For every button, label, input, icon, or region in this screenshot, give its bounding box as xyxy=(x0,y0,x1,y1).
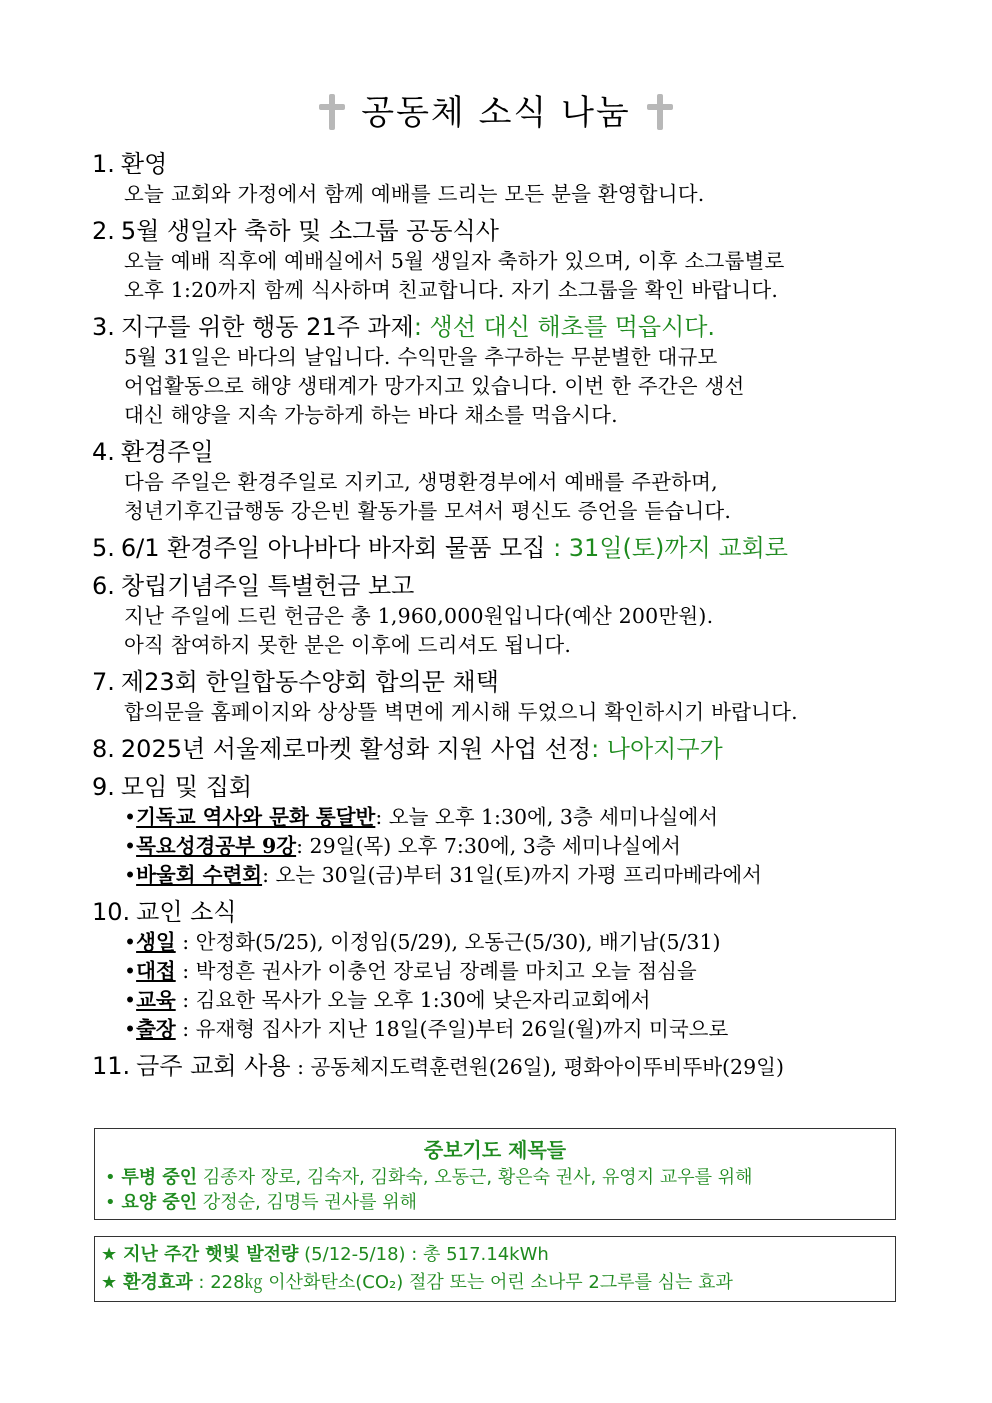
item-number: 6. xyxy=(92,572,115,600)
item-heading xyxy=(92,311,912,343)
body-line: 어업활동으로 해양 생태계가 망가지고 있습니다. 이번 한 주간은 생선 xyxy=(124,374,745,398)
item-number: 5. xyxy=(92,534,115,562)
news-item xyxy=(92,148,912,209)
news-item xyxy=(92,733,912,765)
item-number: 11. xyxy=(92,1052,131,1080)
item-heading xyxy=(92,733,912,765)
star-icon: ★ xyxy=(101,1244,118,1265)
bullet-item: •출장 : 유재형 집사가 지난 18일(주일)부터 26일(월)까지 미국으로 xyxy=(124,1017,729,1041)
body-line: 다음 주일은 환경주일로 지키고, 생명환경부에서 예배를 주관하며, xyxy=(124,470,718,494)
item-title: 2025년 서울제로마켓 활성화 지원 사업 선정 xyxy=(120,735,592,763)
bullet-item: •생일 : 안정화(5/25), 이정임(5/29), 오동근(5/30), 배기남(5/31) xyxy=(124,930,721,954)
church-use-text: : 공동체지도력훈련원(26일), 평화아이뚜비뚜바(29일) xyxy=(290,1055,784,1079)
body-line: 합의문을 홈페이지와 상상뜰 벽면에 게시해 두었으니 확인하시기 바랍니다. xyxy=(124,700,798,724)
body-line: 5월 31일은 바다의 날입니다. 수익만을 추구하는 무분별한 대규모 xyxy=(124,345,718,369)
item-number: 8. xyxy=(92,735,115,763)
body-line: 대신 해양을 지속 가능하게 하는 바다 채소를 먹읍시다. xyxy=(124,403,618,427)
item-heading xyxy=(92,148,912,180)
news-item xyxy=(92,666,912,727)
item-title: 지구를 위한 행동 21주 과제 xyxy=(120,313,414,341)
bullet-text: : 유재형 집사가 지난 18일(주일)부터 26일(월)까지 미국으로 xyxy=(175,1017,729,1041)
news-item xyxy=(92,532,912,564)
item-heading xyxy=(92,436,912,468)
bullet-text: : 오는 30일(금)부터 31일(토)까지 가평 프리마베라에서 xyxy=(262,863,762,887)
body-line: 아직 참여하지 못한 분은 이후에 드리셔도 됩니다. xyxy=(124,633,572,657)
bullet-item: •기독교 역사와 문화 통달반: 오늘 오후 1:30에, 3층 세미나실에서 xyxy=(124,805,719,829)
item-body xyxy=(92,602,912,660)
item-body xyxy=(92,247,912,305)
star-icon: ★ xyxy=(101,1272,118,1293)
item-number: 10. xyxy=(92,898,131,926)
item-heading xyxy=(92,532,912,564)
item-title: 모임 및 집회 xyxy=(120,773,253,801)
item-title: 제23회 한일합동수양회 합의문 채택 xyxy=(120,668,499,696)
prayer-title: 중보기도 제목들 xyxy=(423,1138,567,1162)
item-number: 4. xyxy=(92,438,115,466)
solar-box xyxy=(94,1236,896,1302)
item-title: 금주 교회 사용 xyxy=(136,1052,291,1080)
item-title: 창립기념주일 특별헌금 보고 xyxy=(120,572,415,600)
item-number: 2. xyxy=(92,217,115,245)
item-heading xyxy=(92,896,912,928)
news-item xyxy=(92,436,912,526)
bullet-label: 생일 xyxy=(136,930,176,954)
solar-generation: ★ 지난 주간 햇빛 발전량 (5/12-5/18) : 총 517.14kWh xyxy=(101,1244,549,1265)
body-line: 오늘 교회와 가정에서 함께 예배를 드리는 모든 분을 환영합니다. xyxy=(124,182,705,206)
item-heading xyxy=(92,771,912,803)
bullet-label: 교육 xyxy=(136,988,176,1012)
bullet-label: 목요성경공부 9강 xyxy=(136,834,297,858)
bullet-label: 기독교 역사와 문화 통달반 xyxy=(136,805,376,829)
bullet-item: •목요성경공부 9강: 29일(목) 오후 7:30에, 3층 세미나실에서 xyxy=(124,834,681,858)
news-list xyxy=(92,148,912,1089)
solar-effect: ★ 환경효과 : 228㎏ 이산화탄소(CO₂) 절감 또는 어린 소나무 2그루를 심는 효과 xyxy=(101,1272,733,1293)
item-heading xyxy=(92,215,912,247)
bullet-item: •교육 : 김요한 목사가 오늘 오후 1:30에 낮은자리교회에서 xyxy=(124,988,651,1012)
item-highlight: : 나아지구가 xyxy=(591,735,723,763)
bullet-text: : 안정화(5/25), 이정임(5/29), 오동근(5/30), 배기남(5/31) xyxy=(175,930,721,954)
item-title: 5월 생일자 축하 및 소그룹 공동식사 xyxy=(120,217,499,245)
bullet-label: 출장 xyxy=(136,1017,176,1041)
news-item xyxy=(92,215,912,305)
prayer-item: • 요양 중인 강정순, 김명득 권사를 위해 xyxy=(105,1192,418,1213)
item-number: 1. xyxy=(92,150,115,178)
item-number: 9. xyxy=(92,773,115,801)
item-title: 환영 xyxy=(120,150,168,178)
item-heading xyxy=(92,666,912,698)
members-section xyxy=(92,896,912,1044)
body-line: 오늘 예배 직후에 예배실에서 5월 생일자 축하가 있으며, 이후 소그룹별로 xyxy=(124,249,785,273)
item-number: 7. xyxy=(92,668,115,696)
bullet-text: : 29일(목) 오후 7:30에, 3층 세미나실에서 xyxy=(296,834,681,858)
item-body xyxy=(92,180,912,209)
prayer-item: • 투병 중인 김종자 장로, 김숙자, 김화숙, 오동근, 황은숙 권사, 유영지 교우를 위해 xyxy=(105,1167,753,1188)
body-line: 청년기후긴급행동 강은빈 활동가를 모셔서 평신도 증언을 듣습니다. xyxy=(124,499,732,523)
item-title: 6/1 환경주일 아나바다 바자회 물품 모집 xyxy=(120,534,546,562)
gatherings-section xyxy=(92,771,912,890)
bullet-label: 대접 xyxy=(136,959,176,983)
cross-icon xyxy=(319,94,345,130)
item-heading xyxy=(92,1050,912,1083)
cross-icon xyxy=(647,94,673,130)
item-number: 3. xyxy=(92,313,115,341)
item-title: 교인 소식 xyxy=(136,898,237,926)
body-line: 지난 주일에 드린 헌금은 총 1,960,000원입니다(예산 200만원). xyxy=(124,604,714,628)
bullet-text: : 오늘 오후 1:30에, 3층 세미나실에서 xyxy=(375,805,719,829)
item-highlight: : 31일(토)까지 교회로 xyxy=(545,534,788,562)
item-highlight: : 생선 대신 해초를 먹읍시다. xyxy=(413,313,716,341)
prayer-box xyxy=(94,1128,896,1220)
item-body xyxy=(92,343,912,430)
news-item xyxy=(92,311,912,430)
page-title: 공동체 소식 나눔 xyxy=(0,88,992,138)
item-heading xyxy=(92,570,912,602)
bullet-text: : 김요한 목사가 오늘 오후 1:30에 낮은자리교회에서 xyxy=(175,988,651,1012)
item-body xyxy=(92,698,912,727)
news-item xyxy=(92,570,912,660)
bullet-item: •바울회 수련회: 오는 30일(금)부터 31일(토)까지 가평 프리마베라에서 xyxy=(124,863,762,887)
bullet-item: •대접 : 박정흔 권사가 이충언 장로님 장례를 마치고 오늘 점심을 xyxy=(124,959,697,983)
body-line: 오후 1:20까지 함께 식사하며 친교합니다. 자기 소그룹을 확인 바랍니다. xyxy=(124,278,779,302)
church-use-section xyxy=(92,1050,912,1083)
bullet-text: : 박정흔 권사가 이충언 장로님 장례를 마치고 오늘 점심을 xyxy=(175,959,697,983)
bullet-label: 바울회 수련회 xyxy=(136,863,263,887)
item-title: 환경주일 xyxy=(120,438,214,466)
item-body xyxy=(92,468,912,526)
